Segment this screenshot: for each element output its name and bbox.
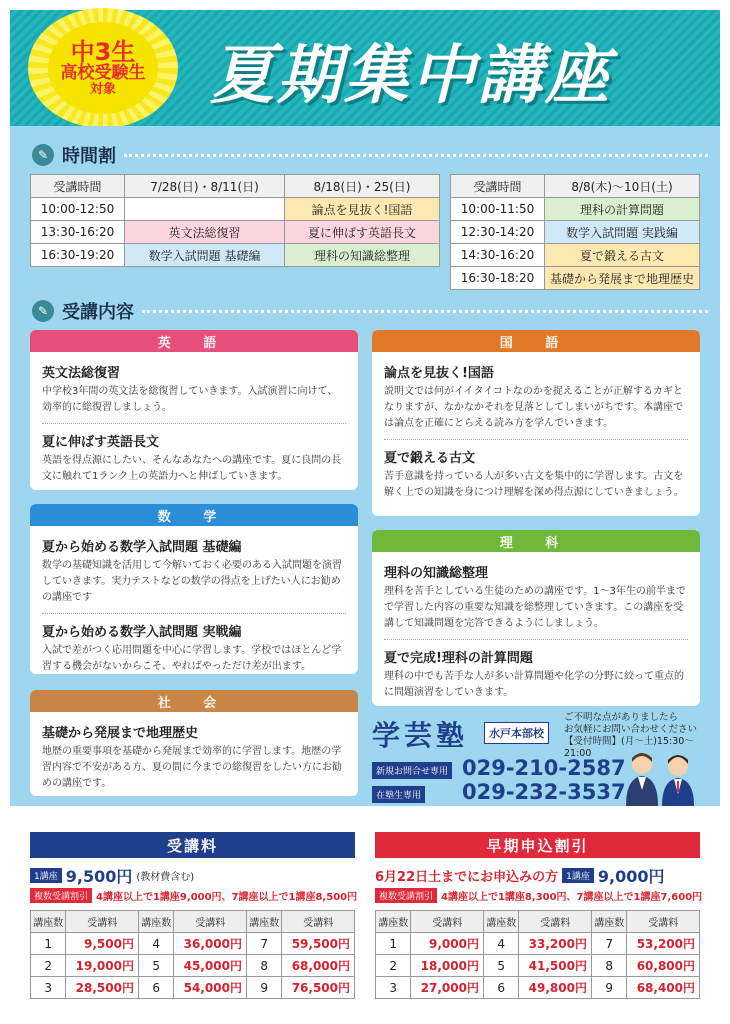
dotted-divider — [142, 310, 708, 313]
price-cell: 33,200円 — [519, 933, 592, 955]
class-cell: 理科の知識総整理 — [285, 244, 440, 267]
inquiry-line: お気軽にお問い合わせください — [564, 724, 698, 735]
table-header: 受講料 — [282, 911, 355, 933]
class-cell: 数学入試問題 実践編 — [545, 221, 700, 244]
table-header: 受講時間 — [451, 175, 545, 198]
table-row — [31, 244, 440, 267]
new-inquiry-label: 新規お問合せ専用 — [372, 762, 452, 779]
divider — [42, 613, 346, 614]
english-card — [30, 330, 358, 490]
table-row — [451, 198, 700, 221]
table-row — [451, 221, 700, 244]
table-row — [451, 244, 700, 267]
course-title: 夏から始める数学入試問題 実戦編 — [42, 625, 242, 640]
price-cell: 9,500円 — [66, 933, 139, 955]
time-cell: 10:00-12:50 — [31, 198, 125, 221]
class-cell — [125, 198, 285, 221]
early-deadline: 6月22日土までにお申込みの方 — [375, 870, 559, 885]
pencil-icon: ✎ — [32, 300, 54, 322]
target-badge — [28, 8, 178, 128]
table-row — [31, 933, 355, 955]
table-header: 講座数 — [31, 911, 66, 933]
course-title: 夏から始める数学入試問題 基礎編 — [42, 540, 242, 555]
count-cell: 6 — [138, 977, 173, 999]
early-base-line — [375, 864, 665, 887]
header-banner — [10, 10, 720, 126]
course-desc: 苦手意識を持っている人が多い古文を集中的に学習します。古文を解く上での知識を身につけ理解を深め得点源にしていきましょう。 — [384, 471, 684, 498]
price-cell: 19,000円 — [66, 955, 139, 977]
course-desc: 英語を得点源にしたい、そんなあなたへの講座です。夏に良問の長文に触れて1ランク上の英語力へと伸ばしていきます。 — [42, 455, 342, 482]
single-course-tag: 1講座 — [30, 868, 62, 883]
divider — [384, 639, 688, 640]
table-header: 受講時間 — [31, 175, 125, 198]
discount-text: 4講座以上で1講座8,300円、7講座以上で1講座7,600円 — [441, 892, 703, 903]
class-cell: 理科の計算問題 — [545, 198, 700, 221]
course-desc: 理科を苦手としている生徒のための講座です。1〜3年生の前半までで学習した内容の重要な知識を総整理していきます。この講座を受講して知識問題を完答できるようにしましょう。 — [384, 586, 686, 629]
fee-discount-line — [30, 888, 357, 903]
price-note: (教材費含む) — [136, 872, 195, 883]
course-title: 論点を見抜く!国語 — [384, 366, 494, 381]
branch-name: 水戸本部校 — [484, 722, 549, 744]
social-card — [30, 690, 358, 796]
pencil-icon: ✎ — [32, 144, 54, 166]
count-cell: 7 — [591, 933, 626, 955]
count-cell: 3 — [31, 977, 66, 999]
table-header-row — [31, 175, 440, 198]
price-cell: 18,000円 — [411, 955, 484, 977]
price-cell: 27,000円 — [411, 977, 484, 999]
divider — [42, 423, 346, 424]
class-cell: 夏に伸ばす英語長文 — [285, 221, 440, 244]
time-cell: 10:00-11:50 — [451, 198, 545, 221]
class-cell: 基礎から発展まで地理歴史 — [545, 267, 700, 290]
course-desc: 入試で差がつく応用問題を中心に学習します。学校ではほとんど学習する機会がないからこそ、やればやっただけ差が出ます。 — [42, 645, 342, 672]
time-cell: 13:30-16:20 — [31, 221, 125, 244]
fee-base-line — [30, 864, 194, 887]
staff-illustration-icon — [622, 750, 700, 806]
table-row — [31, 198, 440, 221]
class-cell: 数学入試問題 基礎編 — [125, 244, 285, 267]
course-desc: 地歴の重要事項を基礎から発展まで効率的に学習します。地歴の学習内容で不安がある方、夏の間に今までの総復習をしたい方にお勧めの講座です。 — [42, 746, 342, 789]
price-cell: 68,400円 — [627, 977, 700, 999]
time-cell: 16:30-18:20 — [451, 267, 545, 290]
multi-discount-tag: 複数受講割引 — [375, 888, 437, 903]
time-cell: 16:30-19:20 — [31, 244, 125, 267]
time-cell: 14:30-16:20 — [451, 244, 545, 267]
count-cell: 9 — [246, 977, 281, 999]
science-header: 理 科 — [372, 530, 700, 552]
table-header: 講座数 — [376, 911, 411, 933]
table-row — [376, 977, 700, 999]
count-cell: 7 — [246, 933, 281, 955]
count-cell: 4 — [483, 933, 518, 955]
course-title: 理科の知識総整理 — [384, 566, 489, 581]
count-cell: 1 — [376, 933, 411, 955]
count-cell: 8 — [246, 955, 281, 977]
timetable-weekday — [450, 174, 700, 290]
count-cell: 6 — [483, 977, 518, 999]
price-cell: 76,500円 — [282, 977, 355, 999]
badge-line1: 中3生 — [70, 37, 136, 66]
price-cell: 36,000円 — [174, 933, 247, 955]
table-header-row — [31, 911, 355, 933]
course-title: 英文法総復習 — [42, 366, 121, 381]
table-header: 受講料 — [627, 911, 700, 933]
fee-table — [30, 910, 355, 999]
course-title: 夏で鍛える古文 — [384, 451, 476, 466]
course-desc: 説明文では何がイイタイコトなのかを捉えることが正解するカギとなりますが、なかなかそれを見落としてしまいがちです。本講座では論点を正確にとらえる読み方を学んでいきます。 — [384, 386, 684, 429]
table-header: 受講料 — [66, 911, 139, 933]
price-cell: 45,000円 — [174, 955, 247, 977]
course-title: 基礎から発展まで地理歴史 — [42, 726, 199, 741]
price-cell: 49,800円 — [519, 977, 592, 999]
table-header: 受講料 — [519, 911, 592, 933]
discount-text: 4講座以上で1講座9,000円、7講座以上で1講座8,500円 — [96, 892, 358, 903]
content-title: 受講内容 — [62, 302, 134, 323]
table-row — [376, 933, 700, 955]
new-inquiry-phone[interactable]: 029-210-2587 — [462, 756, 626, 780]
time-cell: 12:30-14:20 — [451, 221, 545, 244]
japanese-card — [372, 330, 700, 516]
price-cell: 54,000円 — [174, 977, 247, 999]
count-cell: 4 — [138, 933, 173, 955]
badge-line3: 対象 — [89, 81, 116, 97]
student-label: 在塾生専用 — [372, 786, 425, 803]
page-title: 夏期集中講座 — [210, 39, 612, 113]
table-header-row — [376, 911, 700, 933]
content-heading — [32, 298, 708, 324]
timetable-heading — [32, 142, 708, 168]
fee-header: 受講料 — [30, 832, 355, 858]
course-desc: 中学校3年間の英文法を総復習していきます。入試演習に向けて、効率的に総復習しましょう。 — [42, 386, 338, 413]
price-cell: 9,000円 — [411, 933, 484, 955]
single-course-tag: 1講座 — [562, 868, 594, 883]
timetable-weekend — [30, 174, 440, 267]
class-cell: 夏で鍛える古文 — [545, 244, 700, 267]
count-cell: 2 — [31, 955, 66, 977]
table-header: 8/18(日)・25(日) — [285, 175, 440, 198]
inquiry-line: ご不明な点がありましたら — [564, 712, 679, 723]
table-header: 8/8(木)〜10日(土) — [545, 175, 700, 198]
early-price: 9,000円 — [597, 867, 665, 886]
course-desc: 数学の基礎知識を活用して今解いておく必要のある入試問題を演習していきます。実力テストなどの数学の得点を上げたい人にお勧めの講座です — [42, 560, 342, 603]
multi-discount-tag: 複数受講割引 — [30, 888, 92, 903]
count-cell: 1 — [31, 933, 66, 955]
price-cell: 59,500円 — [282, 933, 355, 955]
table-row — [31, 221, 440, 244]
science-card — [372, 530, 700, 706]
course-title: 夏に伸ばす英語長文 — [42, 435, 160, 450]
table-header: 講座数 — [138, 911, 173, 933]
table-header: 受講料 — [174, 911, 247, 933]
student-phone[interactable]: 029-232-3537 — [462, 780, 626, 804]
inquiry-hours: 【受付時間】(月〜土)15:30〜21:00 — [564, 736, 694, 759]
count-cell: 2 — [376, 955, 411, 977]
table-header: 受講料 — [411, 911, 484, 933]
table-header: 講座数 — [246, 911, 281, 933]
math-header: 数 学 — [30, 504, 358, 526]
early-header: 早期申込割引 — [375, 832, 700, 858]
count-cell: 3 — [376, 977, 411, 999]
price-cell: 60,800円 — [627, 955, 700, 977]
main-panel — [10, 126, 720, 806]
price-cell: 28,500円 — [66, 977, 139, 999]
table-header: 講座数 — [483, 911, 518, 933]
table-row — [31, 977, 355, 999]
math-card — [30, 504, 358, 674]
course-desc: 理科の中でも苦手な人が多い計算問題や化学の分野に絞って重点的に問題演習をしていきます。 — [384, 671, 684, 698]
dotted-divider — [124, 154, 708, 157]
count-cell: 9 — [591, 977, 626, 999]
table-header: 講座数 — [591, 911, 626, 933]
table-row — [31, 955, 355, 977]
badge-line2: 高校受験生 — [60, 62, 146, 83]
timetable-title: 時間割 — [62, 146, 116, 167]
social-header: 社 会 — [30, 690, 358, 712]
table-row — [376, 955, 700, 977]
early-table — [375, 910, 700, 999]
price-cell: 68,000円 — [282, 955, 355, 977]
course-title: 夏で完成!理科の計算問題 — [384, 651, 533, 666]
table-header: 7/28(日)・8/11(日) — [125, 175, 285, 198]
early-discount-line — [375, 888, 702, 903]
class-cell: 英文法総復習 — [125, 221, 285, 244]
table-row — [451, 267, 700, 290]
count-cell: 8 — [591, 955, 626, 977]
price-cell: 53,200円 — [627, 933, 700, 955]
single-price: 9,500円 — [65, 867, 133, 886]
japanese-header: 国 語 — [372, 330, 700, 352]
english-header: 英 語 — [30, 330, 358, 352]
school-name: 学芸塾 — [372, 719, 469, 752]
price-cell: 41,500円 — [519, 955, 592, 977]
table-header-row — [451, 175, 700, 198]
count-cell: 5 — [483, 955, 518, 977]
divider — [384, 439, 688, 440]
class-cell: 論点を見抜く!国語 — [285, 198, 440, 221]
badge-core — [48, 22, 158, 114]
count-cell: 5 — [138, 955, 173, 977]
